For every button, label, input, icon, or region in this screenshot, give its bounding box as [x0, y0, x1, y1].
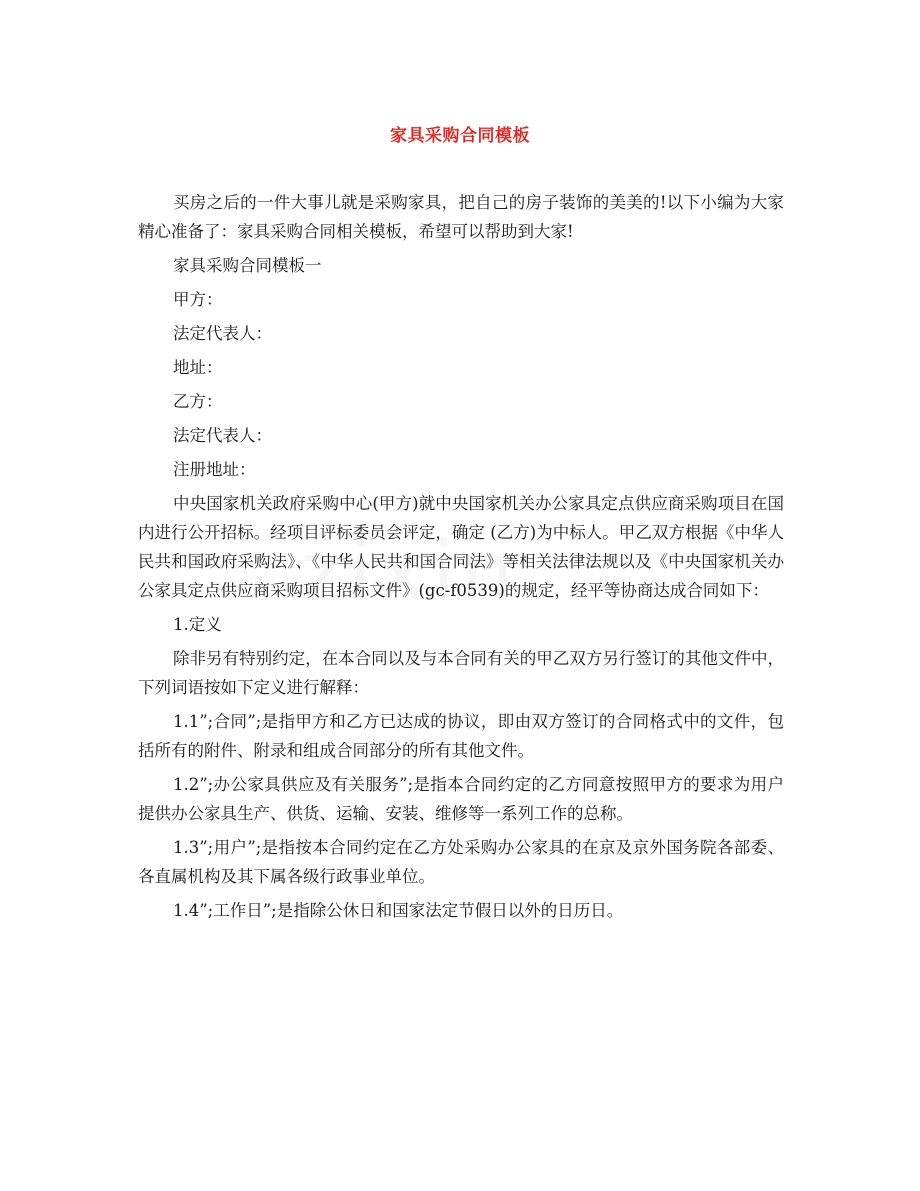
party-a-field: 甲方：: [173, 290, 223, 309]
address-field: 地址：: [173, 358, 223, 377]
preamble-paragraph: 中央国家机关政府采购中心(甲方)就中央国家机关办公家具定点供应商采购项目在国内进行公开招标。经项目评标委员会评定，确定 (乙方)为中标人。甲乙双方根据《中华人民共和国政府采购法》、《中华人民共和国合同法》等相关法律法规以及《中央国家机关办公家具定点供应商采购项目招标文件》(gc-f0539)的规定，经平等协商达成合同如下：: [138, 494, 784, 600]
document-body: [138, 188, 784, 925]
legal-representative-a-field: 法定代表人：: [173, 324, 272, 343]
section-definitions-heading: 1.定义: [173, 615, 222, 634]
definitions-intro-paragraph: 除非另有特别约定，在本合同以及与本合同有关的甲乙双方另行签订的其他文件中，下列词语按如下定义进行解释：: [138, 649, 784, 697]
definition-1-4: 1.4”;工作日”;是指除公休日和国家法定节假日以外的日历日。: [173, 901, 624, 920]
definition-1-3: 1.3”;用户”;是指按本合同约定在乙方处采购办公家具的在京及京外国务院各部委、各直属机构及其下属各级行政事业单位。: [138, 838, 784, 886]
definition-1-1: 1.1”;合同”;是指甲方和乙方已达成的协议，即由双方签订的合同格式中的文件，包括所有的附件、附录和组成合同部分的所有其他文件。: [138, 712, 784, 760]
definition-1-2: 1.2”;办公家具供应及有关服务”;是指本合同约定的乙方同意按照甲方的要求为用户提供办公家具生产、供货、运输、安装、维修等一系列工作的总称。: [138, 775, 784, 823]
registered-address-field: 注册地址：: [173, 460, 256, 479]
legal-representative-b-field: 法定代表人：: [173, 426, 272, 445]
intro-paragraph: 买房之后的一件大事儿就是采购家具，把自己的房子装饰的美美的!以下小编为大家精心准备了：家具采购合同相关模板，希望可以帮助到大家!: [138, 193, 784, 241]
document-title: 家具采购合同模板: [390, 126, 530, 146]
party-b-field: 乙方：: [173, 392, 223, 411]
template-heading: 家具采购合同模板一: [173, 256, 322, 275]
